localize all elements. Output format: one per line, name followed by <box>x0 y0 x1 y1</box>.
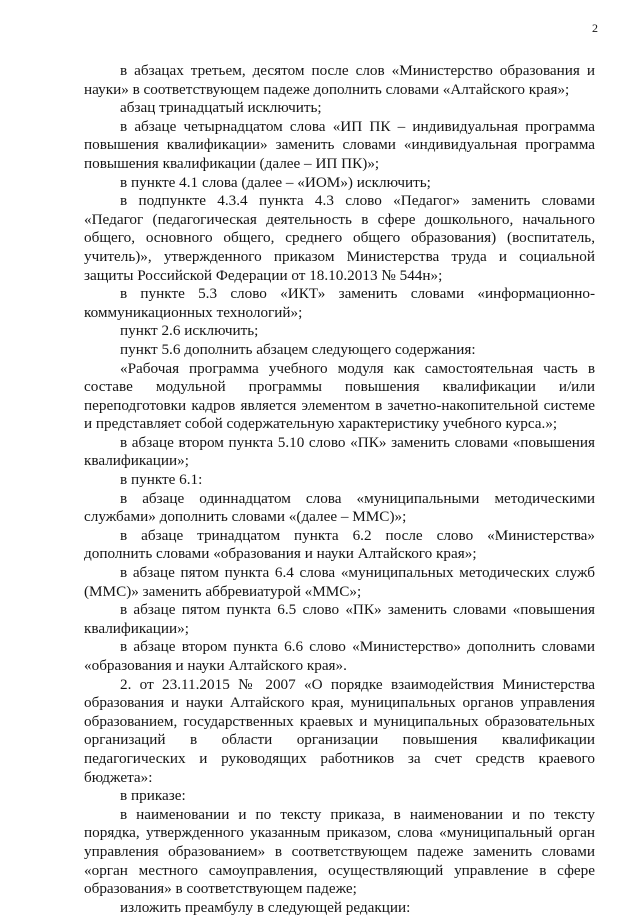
paragraph: в абзацах третьем, десятом после слов «Министерство образования и науки» в соответствующем падеже дополнить словами «Алтайского края»; <box>84 62 595 98</box>
paragraph: в абзаце пятом пункта 6.5 слово «ПК» заменить словами «повышения квалификации»; <box>84 601 595 637</box>
paragraph: в абзаце втором пункта 5.10 слово «ПК» заменить словами «повышения квалификации»; <box>84 433 595 470</box>
paragraph: абзац тринадцатый исключить; <box>120 99 322 117</box>
paragraph: в пункте 4.1 слова (далее – «ИОМ») исключить; <box>120 173 431 191</box>
paragraph: в приказе: <box>120 787 186 805</box>
paragraph: изложить преамбулу в следующей редакции: <box>120 898 411 916</box>
paragraph: в абзаце пятом пункта 6.4 слова «муниципальных методических служб (ММС)» заменить аббревиатурой «ММС»; <box>84 564 595 600</box>
paragraph: пункт 2.6 исключить; <box>120 322 259 340</box>
paragraph: в абзаце одиннадцатом слова «муниципальными методическими службами» дополнить словами «(далее – ММС)»; <box>84 489 595 526</box>
paragraph: 2. от 23.11.2015 № 2007 «О порядке взаимодействия Министерства образования и науки Алтайского края, муниципальных органов управления образованием, государственных краевых и муниципальных образовательных организаций в области организации повышения квалификации педагогических и руководящих работников за счет средств краевого бюджета»: <box>84 675 595 786</box>
paragraph: в абзаце тринадцатом пункта 6.2 после слово «Министерства» дополнить словами «образования и науки Алтайского края»; <box>84 526 595 563</box>
paragraph: в подпункте 4.3.4 пункта 4.3 слово «Педагог» заменить словами «Педагог (педагогическая деятельность в сфере дошкольного, начального общего, основного общего, среднего общего образования) (воспитатель, учитель)», утвержденного приказом Министерства труда и социальной защиты Российской Федерации от 18.10.2013 № 544н»; <box>84 192 595 284</box>
paragraph: в абзаце четырнадцатом слова «ИП ПК – индивидуальная программа повышения квалификации» заменить словами «индивидуальная программа повышения квалификации (далее – ИП ПК)»; <box>84 117 595 172</box>
paragraph: пункт 5.6 дополнить абзацем следующего содержания: <box>120 340 476 358</box>
page-number: 2 <box>592 21 598 35</box>
paragraph: в пункте 5.3 слово «ИКТ» заменить словами «информационно-коммуникационных технологий»; <box>84 285 595 321</box>
paragraph: «Рабочая программа учебного модуля как самостоятельная часть в составе модульной программы повышения квалификации и/или переподготовки кадров является элементом в зачетно-накопительной системе и представляет собой содержательную характеристику учебного курса.»; <box>84 359 595 433</box>
paragraph: в наименовании и по тексту приказа, в наименовании и по тексту порядка, утвержденного указанным приказом, слова «муниципальный орган управления образованием» в соответствующем падеже заменить словами «орган местного самоуправления, осуществляющий управление в сфере образования» в соответствующем падеже; <box>84 805 595 898</box>
document-body <box>84 62 595 917</box>
paragraph: в абзаце втором пункта 6.6 слово «Министерство» дополнить словами «образования и науки Алтайского края». <box>84 638 595 674</box>
paragraph: в пункте 6.1: <box>120 471 203 489</box>
